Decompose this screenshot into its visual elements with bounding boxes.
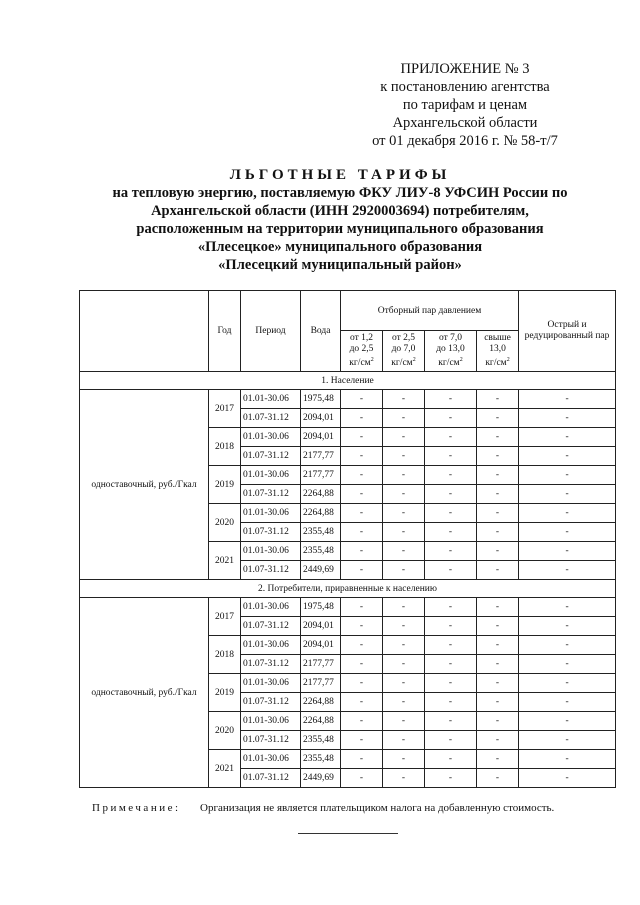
dash-cell: - bbox=[519, 504, 616, 523]
dash-cell: - bbox=[425, 390, 477, 409]
dash-cell: - bbox=[383, 561, 425, 580]
dash-cell: - bbox=[383, 523, 425, 542]
section-row bbox=[80, 580, 616, 598]
water-tariff-cell: 1975,48 bbox=[301, 390, 341, 409]
dash-cell: - bbox=[425, 617, 477, 636]
dash-cell: - bbox=[383, 466, 425, 485]
year-cell: 2017 bbox=[209, 390, 241, 428]
dash-cell: - bbox=[519, 617, 616, 636]
dash-cell: - bbox=[477, 750, 519, 769]
header-sharp-steam: Острый и редуцированный пар bbox=[519, 291, 616, 372]
dash-cell: - bbox=[477, 561, 519, 580]
dash-cell: - bbox=[519, 561, 616, 580]
dash-cell: - bbox=[425, 485, 477, 504]
water-tariff-cell: 2264,88 bbox=[301, 504, 341, 523]
dash-cell: - bbox=[477, 485, 519, 504]
dash-cell: - bbox=[425, 598, 477, 617]
year-cell: 2017 bbox=[209, 598, 241, 636]
dash-cell: - bbox=[425, 504, 477, 523]
section-row bbox=[80, 372, 616, 390]
period-cell: 01.07-31.12 bbox=[241, 409, 301, 428]
water-tariff-cell: 2449,69 bbox=[301, 769, 341, 788]
dash-cell: - bbox=[477, 617, 519, 636]
dash-cell: - bbox=[341, 523, 383, 542]
heading-line: на тепловую энергию, поставляемую ФКУ ЛИУ-8 УФСИН России по bbox=[112, 185, 568, 201]
dash-cell: - bbox=[519, 693, 616, 712]
dash-cell: - bbox=[519, 447, 616, 466]
header-pressure-1: от 1,2 до 2,5 $кг/см^2$ bbox=[341, 331, 383, 372]
rate-label: одноставочный, руб./Гкал bbox=[80, 390, 209, 580]
footnote bbox=[92, 802, 632, 814]
dash-cell: - bbox=[341, 731, 383, 750]
dash-cell: - bbox=[341, 561, 383, 580]
header-pressure-2: от 2,5 до 7,0 $кг/см^2$ bbox=[383, 331, 425, 372]
water-tariff-cell: 1975,48 bbox=[301, 598, 341, 617]
period-cell: 01.01-30.06 bbox=[241, 750, 301, 769]
appendix-line: к постановлению агентства bbox=[380, 79, 550, 95]
dash-cell: - bbox=[383, 542, 425, 561]
dash-cell: - bbox=[341, 617, 383, 636]
year-cell: 2020 bbox=[209, 712, 241, 750]
dash-cell: - bbox=[341, 447, 383, 466]
year-cell: 2018 bbox=[209, 636, 241, 674]
dash-cell: - bbox=[383, 504, 425, 523]
water-tariff-cell: 2355,48 bbox=[301, 750, 341, 769]
dash-cell: - bbox=[341, 769, 383, 788]
water-tariff-cell: 2177,77 bbox=[301, 674, 341, 693]
water-tariff-cell: 2264,88 bbox=[301, 693, 341, 712]
dash-cell: - bbox=[519, 750, 616, 769]
dash-cell: - bbox=[519, 523, 616, 542]
dash-cell: - bbox=[477, 636, 519, 655]
water-tariff-cell: 2355,48 bbox=[301, 523, 341, 542]
dash-cell: - bbox=[519, 466, 616, 485]
dash-cell: - bbox=[383, 750, 425, 769]
appendix-number: ПРИЛОЖЕНИЕ № 3 bbox=[400, 61, 530, 77]
dash-cell: - bbox=[425, 769, 477, 788]
header-pressure-3: от 7,0 до 13,0 $кг/см^2$ bbox=[425, 331, 477, 372]
water-tariff-cell: 2094,01 bbox=[301, 617, 341, 636]
period-cell: 01.07-31.12 bbox=[241, 523, 301, 542]
year-cell: 2019 bbox=[209, 466, 241, 504]
dash-cell: - bbox=[519, 731, 616, 750]
header-period: Период bbox=[241, 291, 301, 372]
dash-cell: - bbox=[341, 485, 383, 504]
dash-cell: - bbox=[425, 693, 477, 712]
dash-cell: - bbox=[425, 655, 477, 674]
year-cell: 2020 bbox=[209, 504, 241, 542]
period-cell: 01.07-31.12 bbox=[241, 769, 301, 788]
dash-cell: - bbox=[383, 769, 425, 788]
year-cell: 2021 bbox=[209, 750, 241, 788]
note-label: Примечание: bbox=[92, 802, 181, 814]
dash-cell: - bbox=[477, 409, 519, 428]
section-title: 2. Потребители, приравненные к населению bbox=[80, 580, 616, 598]
dash-cell: - bbox=[519, 636, 616, 655]
document-title: ЛЬГОТНЫЕ ТАРИФЫ bbox=[229, 167, 451, 183]
period-cell: 01.01-30.06 bbox=[241, 390, 301, 409]
dash-cell: - bbox=[477, 504, 519, 523]
dash-cell: - bbox=[519, 674, 616, 693]
water-tariff-cell: 2449,69 bbox=[301, 561, 341, 580]
appendix-block bbox=[330, 60, 600, 150]
period-cell: 01.07-31.12 bbox=[241, 447, 301, 466]
water-tariff-cell: 2177,77 bbox=[301, 655, 341, 674]
period-cell: 01.01-30.06 bbox=[241, 428, 301, 447]
dash-cell: - bbox=[477, 447, 519, 466]
dash-cell: - bbox=[477, 523, 519, 542]
period-cell: 01.07-31.12 bbox=[241, 731, 301, 750]
dash-cell: - bbox=[383, 409, 425, 428]
note-text: Организация не является плательщиком налога на добавленную стоимость. bbox=[200, 802, 555, 814]
year-cell: 2021 bbox=[209, 542, 241, 580]
water-tariff-cell: 2355,48 bbox=[301, 731, 341, 750]
dash-cell: - bbox=[519, 542, 616, 561]
dash-cell: - bbox=[425, 731, 477, 750]
dash-cell: - bbox=[477, 712, 519, 731]
table-row bbox=[80, 390, 616, 409]
dash-cell: - bbox=[425, 466, 477, 485]
heading-line: «Плесецкое» муниципального образования bbox=[197, 239, 483, 255]
period-cell: 01.01-30.06 bbox=[241, 504, 301, 523]
dash-cell: - bbox=[341, 542, 383, 561]
period-cell: 01.01-30.06 bbox=[241, 598, 301, 617]
year-cell: 2019 bbox=[209, 674, 241, 712]
dash-cell: - bbox=[383, 428, 425, 447]
period-cell: 01.01-30.06 bbox=[241, 466, 301, 485]
dash-cell: - bbox=[519, 712, 616, 731]
dash-cell: - bbox=[341, 466, 383, 485]
dash-cell: - bbox=[477, 466, 519, 485]
dash-cell: - bbox=[341, 428, 383, 447]
water-tariff-cell: 2264,88 bbox=[301, 485, 341, 504]
heading-line: Архангельской области (ИНН 2920003694) потребителям, bbox=[151, 203, 529, 219]
dash-cell: - bbox=[341, 750, 383, 769]
dash-cell: - bbox=[383, 390, 425, 409]
appendix-date: от 01 декабря 2016 г. № 58-т/7 bbox=[372, 133, 558, 149]
water-tariff-cell: 2094,01 bbox=[301, 636, 341, 655]
dash-cell: - bbox=[383, 712, 425, 731]
water-tariff-cell: 2177,77 bbox=[301, 466, 341, 485]
dash-cell: - bbox=[341, 409, 383, 428]
dash-cell: - bbox=[425, 542, 477, 561]
appendix-line: Архангельской области bbox=[392, 115, 538, 131]
dash-cell: - bbox=[341, 655, 383, 674]
period-cell: 01.01-30.06 bbox=[241, 712, 301, 731]
header-steam: Отборный пар давлением bbox=[341, 291, 519, 331]
dash-cell: - bbox=[519, 769, 616, 788]
dash-cell: - bbox=[477, 731, 519, 750]
water-tariff-cell: 2355,48 bbox=[301, 542, 341, 561]
dash-cell: - bbox=[477, 655, 519, 674]
dash-cell: - bbox=[519, 655, 616, 674]
period-cell: 01.01-30.06 bbox=[241, 674, 301, 693]
dash-cell: - bbox=[383, 693, 425, 712]
dash-cell: - bbox=[341, 390, 383, 409]
dash-cell: - bbox=[341, 636, 383, 655]
heading-line: расположенным на территории муниципального образования bbox=[136, 221, 544, 237]
dash-cell: - bbox=[425, 750, 477, 769]
dash-cell: - bbox=[477, 428, 519, 447]
dash-cell: - bbox=[383, 617, 425, 636]
period-cell: 01.07-31.12 bbox=[241, 693, 301, 712]
dash-cell: - bbox=[519, 485, 616, 504]
water-tariff-cell: 2094,01 bbox=[301, 409, 341, 428]
dash-cell: - bbox=[383, 731, 425, 750]
period-cell: 01.07-31.12 bbox=[241, 655, 301, 674]
section-title: 1. Население bbox=[80, 372, 616, 390]
dash-cell: - bbox=[341, 712, 383, 731]
header-year: Год bbox=[209, 291, 241, 372]
dash-cell: - bbox=[383, 636, 425, 655]
dash-cell: - bbox=[425, 523, 477, 542]
dash-cell: - bbox=[477, 674, 519, 693]
heading-line: «Плесецкий муниципальный район» bbox=[218, 257, 462, 273]
rate-label: одноставочный, руб./Гкал bbox=[80, 598, 209, 788]
year-cell: 2018 bbox=[209, 428, 241, 466]
dash-cell: - bbox=[341, 598, 383, 617]
period-cell: 01.01-30.06 bbox=[241, 636, 301, 655]
dash-cell: - bbox=[383, 598, 425, 617]
document-heading bbox=[60, 166, 620, 274]
dash-cell: - bbox=[477, 598, 519, 617]
appendix-line: по тарифам и ценам bbox=[402, 97, 528, 113]
dash-cell: - bbox=[519, 409, 616, 428]
water-tariff-cell: 2094,01 bbox=[301, 428, 341, 447]
dash-cell: - bbox=[341, 674, 383, 693]
dash-cell: - bbox=[383, 447, 425, 466]
dash-cell: - bbox=[425, 428, 477, 447]
period-cell: 01.07-31.12 bbox=[241, 617, 301, 636]
tariff-table bbox=[79, 290, 616, 788]
dash-cell: - bbox=[341, 504, 383, 523]
dash-cell: - bbox=[519, 390, 616, 409]
header-water: Вода bbox=[301, 291, 341, 372]
dash-cell: - bbox=[425, 636, 477, 655]
dash-cell: - bbox=[477, 390, 519, 409]
dash-cell: - bbox=[341, 693, 383, 712]
dash-cell: - bbox=[425, 712, 477, 731]
dash-cell: - bbox=[477, 693, 519, 712]
dash-cell: - bbox=[519, 598, 616, 617]
dash-cell: - bbox=[425, 409, 477, 428]
header-empty bbox=[80, 291, 209, 372]
table-row bbox=[80, 598, 616, 617]
dash-cell: - bbox=[519, 428, 616, 447]
water-tariff-cell: 2264,88 bbox=[301, 712, 341, 731]
dash-cell: - bbox=[425, 447, 477, 466]
dash-cell: - bbox=[383, 485, 425, 504]
dash-cell: - bbox=[383, 674, 425, 693]
dash-cell: - bbox=[477, 769, 519, 788]
header-pressure-4: свыше 13,0 $кг/см^2$ bbox=[477, 331, 519, 372]
period-cell: 01.01-30.06 bbox=[241, 542, 301, 561]
dash-cell: - bbox=[425, 674, 477, 693]
separator-line bbox=[298, 833, 398, 834]
dash-cell: - bbox=[425, 561, 477, 580]
water-tariff-cell: 2177,77 bbox=[301, 447, 341, 466]
period-cell: 01.07-31.12 bbox=[241, 485, 301, 504]
dash-cell: - bbox=[383, 655, 425, 674]
dash-cell: - bbox=[477, 542, 519, 561]
period-cell: 01.07-31.12 bbox=[241, 561, 301, 580]
